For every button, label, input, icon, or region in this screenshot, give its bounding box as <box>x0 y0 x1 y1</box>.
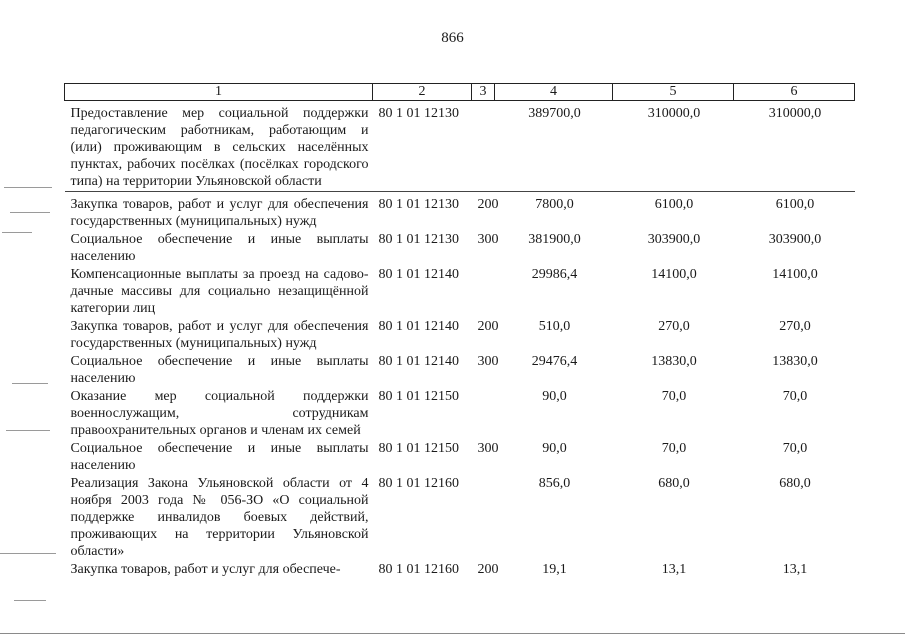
row-value-col4: 510,0 <box>538 319 571 334</box>
table-row <box>65 353 855 388</box>
column-header-6: 6 <box>734 84 855 101</box>
column-header-4: 4 <box>495 84 613 101</box>
row-name: Социальное обеспечение и иные выплаты населению <box>70 232 369 264</box>
row-name: Компенсационные выплаты за проезд на садово-дачные массивы для социально незащищённой категории лиц <box>70 267 369 316</box>
row-type <box>472 475 495 561</box>
row-type: 200 <box>477 562 499 577</box>
row-type: 200 <box>477 197 499 212</box>
row-value-col6: 680,0 <box>779 476 811 491</box>
row-value-col5: 270,0 <box>658 319 690 334</box>
row-type: 200 <box>477 319 499 334</box>
table-row <box>65 388 855 440</box>
row-name: Социальное обеспечение и иные выплаты населению <box>70 441 369 473</box>
table-header <box>65 84 855 101</box>
row-value-col5: 70,0 <box>661 389 687 404</box>
row-name: Реализация Закона Ульяновской области от 4 ноября 2003 года № 056-ЗО «О социальной поддержке инвалидов боевых действий, проживающих на территории Ульяновской области» <box>70 476 369 559</box>
row-value-col4: 29986,4 <box>531 267 578 282</box>
table-row <box>65 561 855 579</box>
row-value-col6: 270,0 <box>779 319 811 334</box>
row-value-col6: 70,0 <box>782 389 808 404</box>
row-value-col5: 680,0 <box>658 476 690 491</box>
row-value-col5: 14100,0 <box>651 267 697 282</box>
row-code: 80 1 01 12130 <box>378 232 459 247</box>
row-type: 300 <box>477 232 499 247</box>
table-row <box>65 318 855 353</box>
row-value-col6: 13,1 <box>782 562 808 577</box>
column-header-1: 1 <box>65 84 373 101</box>
row-type <box>472 266 495 318</box>
row-value-col6: 303900,0 <box>768 232 822 247</box>
table-row <box>65 266 855 318</box>
row-name: Оказание мер социальной поддержки военнослужащим, сотрудникам правоохранительных органов и членам их семей <box>70 389 369 438</box>
row-code: 80 1 01 12150 <box>378 389 459 404</box>
row-value-col6: 6100,0 <box>775 197 815 212</box>
row-value-col5: 13830,0 <box>651 354 697 369</box>
row-value-col4: 29476,4 <box>531 354 578 369</box>
budget-table <box>64 83 855 579</box>
scan-edge-artifacts <box>0 0 62 640</box>
table-row <box>65 475 855 561</box>
page-number: 866 <box>441 30 464 46</box>
column-header-5: 5 <box>613 84 734 101</box>
row-type <box>472 101 495 192</box>
row-type <box>472 388 495 440</box>
table-row <box>65 101 855 192</box>
row-type: 300 <box>477 354 499 369</box>
row-code: 80 1 01 12160 <box>378 562 459 577</box>
table-row <box>65 192 855 232</box>
row-name: Закупка товаров, работ и услуг для обеспече- <box>70 562 341 577</box>
row-value-col6: 13830,0 <box>772 354 818 369</box>
row-name: Закупка товаров, работ и услуг для обеспечения государственных (муниципальных) нужд <box>70 319 369 351</box>
row-value-col4: 7800,0 <box>535 197 574 212</box>
row-code: 80 1 01 12140 <box>378 319 459 334</box>
table-row <box>65 440 855 475</box>
row-value-col6: 310000,0 <box>734 101 855 192</box>
column-header-3: 3 <box>472 84 495 101</box>
header-row <box>65 84 855 101</box>
row-value-col4: 19,1 <box>542 562 567 577</box>
row-code: 80 1 01 12140 <box>378 354 459 369</box>
column-header-2: 2 <box>373 84 472 101</box>
row-value-col5: 310000,0 <box>613 101 734 192</box>
row-value-col4: 90,0 <box>542 389 567 404</box>
row-value-col5: 70,0 <box>661 441 687 456</box>
row-value-col4: 856,0 <box>538 476 571 491</box>
row-value-col5: 303900,0 <box>647 232 701 247</box>
row-value-col4: 389700,0 <box>495 101 613 192</box>
row-name: Закупка товаров, работ и услуг для обеспечения государственных (муниципальных) нужд <box>70 197 369 229</box>
row-code: 80 1 01 12130 <box>373 101 472 192</box>
row-value-col6: 70,0 <box>782 441 808 456</box>
row-value-col4: 90,0 <box>542 441 567 456</box>
table-body <box>65 101 855 580</box>
row-type: 300 <box>477 441 499 456</box>
row-value-col6: 14100,0 <box>772 267 818 282</box>
row-code: 80 1 01 12150 <box>378 441 459 456</box>
row-code: 80 1 01 12160 <box>378 476 459 491</box>
row-value-col5: 13,1 <box>661 562 687 577</box>
row-code: 80 1 01 12130 <box>378 197 459 212</box>
scan-bottom-line <box>0 633 905 634</box>
row-value-col5: 6100,0 <box>654 197 694 212</box>
row-code: 80 1 01 12140 <box>378 267 459 282</box>
row-value-col4: 381900,0 <box>528 232 581 247</box>
row-name: Социальное обеспечение и иные выплаты населению <box>70 354 369 386</box>
row-name: Предоставление мер социальной поддержки педагогическим работникам, работающим и (или) проживающим в сельских населённых пунктах, рабочих посёлках (посёлках городского типа) на территории Ульяновской области <box>65 101 373 192</box>
table-row <box>65 231 855 266</box>
